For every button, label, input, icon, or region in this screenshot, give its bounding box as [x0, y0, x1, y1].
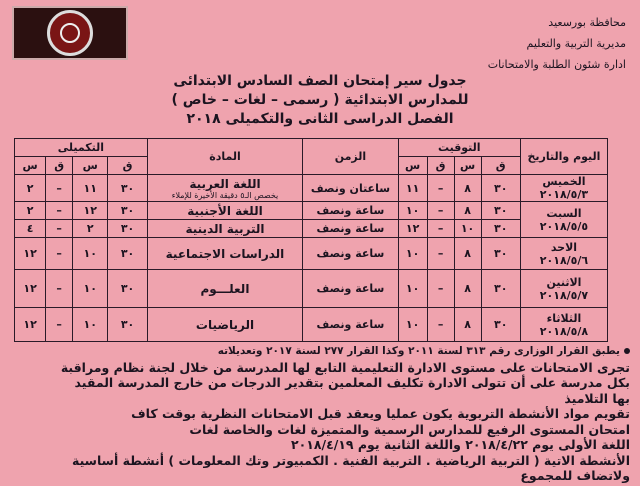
day-cell: الخميس ٢٠١٨/٥/٣ — [520, 175, 607, 202]
timing-cell: ٣٠ — [481, 220, 520, 238]
timing-cell: – — [427, 238, 454, 270]
supp-cell: – — [46, 238, 73, 270]
timing-cell: ٨ — [454, 308, 481, 342]
duration-cell: ساعة ونصف — [303, 270, 398, 308]
timing-cell: ١٠ — [454, 220, 481, 238]
table-row — [15, 175, 608, 202]
supp-cell: ٣٠ — [108, 270, 147, 308]
note-line: يطبق القرار الوزارى رقم ٣١٣ لسنة ٢٠١١ وكذا القرار ٢٧٧ لسنة ٢٠١٧ وتعديلاته — [12, 344, 630, 360]
directorate: مديرية التربية والتعليم — [526, 37, 626, 50]
bullet-icon — [624, 348, 630, 354]
header-s: س — [15, 157, 46, 175]
note-line: الأنشطة الاتية ( التربية الرياضية . التربية الفنية . الكمبيوتر وتك المعلومات ) أنشطة أساسية — [71, 452, 630, 468]
supp-cell: ٣٠ — [108, 308, 147, 342]
timing-cell: – — [427, 308, 454, 342]
notes-section — [12, 344, 630, 484]
timing-cell: – — [427, 220, 454, 238]
timing-cell: ١٠ — [398, 308, 427, 342]
duration-cell: ساعة ونصف — [303, 238, 398, 270]
timing-cell: ٨ — [454, 270, 481, 308]
document-header — [488, 12, 626, 75]
subject-cell: اللغة العربية يخصص الـ٥ دقيقة الأخيرة للإملاء — [147, 175, 303, 202]
timing-cell: ٨ — [454, 238, 481, 270]
table-row — [15, 270, 608, 308]
supp-cell: ١١ — [73, 175, 108, 202]
table-row — [15, 238, 608, 270]
timing-cell: ١١ — [398, 175, 427, 202]
header-supplementary: التكميلى — [15, 139, 148, 157]
timing-cell: ٣٠ — [481, 175, 520, 202]
title-line-1: جدول سير إمتحان الصف السادس الابتدائى — [173, 73, 467, 89]
duration-cell: ساعتان ونصف — [303, 175, 398, 202]
document-title — [0, 72, 640, 129]
header-timing: التوقيت — [398, 139, 520, 157]
seal-icon — [47, 10, 93, 56]
subject-cell: الدراسات الاجتماعية — [147, 238, 303, 270]
supp-cell: ١٢ — [15, 270, 46, 308]
supp-cell: – — [46, 175, 73, 202]
header-q: ق — [427, 157, 454, 175]
header-q: ق — [108, 157, 147, 175]
exam-schedule-table — [14, 138, 608, 342]
note-line: تقويم مواد الأنشطة التربوية يكون عمليا ويعقد قبل الامتحانات النظرية بوقت كاف — [131, 406, 630, 421]
table-row — [15, 202, 608, 220]
supp-cell: ٣٠ — [108, 220, 147, 238]
supp-cell: ٢ — [15, 175, 46, 202]
supp-cell: ٢ — [15, 202, 46, 220]
supp-cell: ١٢ — [15, 308, 46, 342]
timing-cell: ١٢ — [398, 220, 427, 238]
supp-cell: ١٢ — [15, 238, 46, 270]
supp-cell: – — [46, 308, 73, 342]
timing-cell: ٨ — [454, 175, 481, 202]
supp-cell: ٣٠ — [108, 202, 147, 220]
timing-cell: – — [427, 270, 454, 308]
header-subject: المادة — [147, 139, 303, 175]
note-line: امتحان المستوى الرفيع للمدارس الرسمية والمتميزة لغات والخاصة لغات — [189, 421, 630, 437]
header-s: س — [398, 157, 427, 175]
subject-cell: التربية الدينية — [147, 220, 303, 238]
timing-cell: ٣٠ — [481, 238, 520, 270]
department: ادارة شئون الطلبة والامتحانات — [487, 58, 626, 71]
header-q: ق — [481, 157, 520, 175]
supp-cell: – — [46, 220, 73, 238]
note-line: تجرى الامتحانات على مستوى الادارة التعليمية التابع لها المدرسة من خلال لجنة نظام ومراقبة — [60, 359, 630, 375]
supp-cell: ١٢ — [73, 202, 108, 220]
supp-cell: – — [46, 202, 73, 220]
title-line-2: للمدارس الابتدائية ( رسمى – لغات – خاص ) — [171, 92, 469, 108]
timing-cell: ٨ — [454, 202, 481, 220]
subject-cell: اللغة الأجنبية — [147, 202, 303, 220]
table-row — [15, 308, 608, 342]
duration-cell: ساعة ونصف — [303, 202, 398, 220]
governorate: محافظة بورسعيد — [548, 16, 626, 29]
note-line: اللغة الأولى يوم ٢٠١٨/٤/٢٢ واللغة الثانية يوم ٢٠١٨/٤/١٩ — [290, 437, 630, 452]
day-cell: الثلاثاء ٢٠١٨/٥/٨ — [520, 308, 607, 342]
supp-cell: ١٠ — [73, 238, 108, 270]
supp-cell: ٢ — [73, 220, 108, 238]
note-line: ولاتضاف للمجموع — [520, 468, 630, 483]
supp-cell: ١٠ — [73, 270, 108, 308]
supp-cell: ٣٠ — [108, 238, 147, 270]
subject-cell: الرياضيات — [147, 308, 303, 342]
header-s: س — [454, 157, 481, 175]
table-header-row — [15, 139, 608, 157]
header-q: ق — [46, 157, 73, 175]
day-cell: الاثنين ٢٠١٨/٥/٧ — [520, 270, 607, 308]
supp-cell: ٤ — [15, 220, 46, 238]
timing-cell: – — [427, 202, 454, 220]
supp-cell: ٣٠ — [108, 175, 147, 202]
timing-cell: ١٠ — [398, 202, 427, 220]
header-day: اليوم والتاريخ — [520, 139, 607, 175]
duration-cell: ساعة ونصف — [303, 308, 398, 342]
supp-cell: – — [46, 270, 73, 308]
day-cell: السبت ٢٠١٨/٥/٥ — [520, 202, 607, 238]
timing-cell: – — [427, 175, 454, 202]
note-line: بها التلاميذ — [564, 390, 630, 406]
header-s: س — [73, 157, 108, 175]
timing-cell: ٣٠ — [481, 270, 520, 308]
duration-cell: ساعة ونصف — [303, 220, 398, 238]
table-row — [15, 220, 608, 238]
title-line-3: الفصل الدراسى الثانى والتكميلى ٢٠١٨ — [186, 111, 454, 127]
timing-cell: ١٠ — [398, 270, 427, 308]
subject-cell: العلـــوم — [147, 270, 303, 308]
header-duration: الزمن — [303, 139, 398, 175]
day-cell: الاحد ٢٠١٨/٥/٦ — [520, 238, 607, 270]
supp-cell: ١٠ — [73, 308, 108, 342]
note-line: بكل مدرسة على أن تتولى الادارة تكليف المعلمين بتقدير الدرجات من خارج المدرسة المقيد — [74, 375, 630, 390]
timing-cell: ١٠ — [398, 238, 427, 270]
logo — [12, 6, 128, 60]
timing-cell: ٣٠ — [481, 202, 520, 220]
timing-cell: ٣٠ — [481, 308, 520, 342]
